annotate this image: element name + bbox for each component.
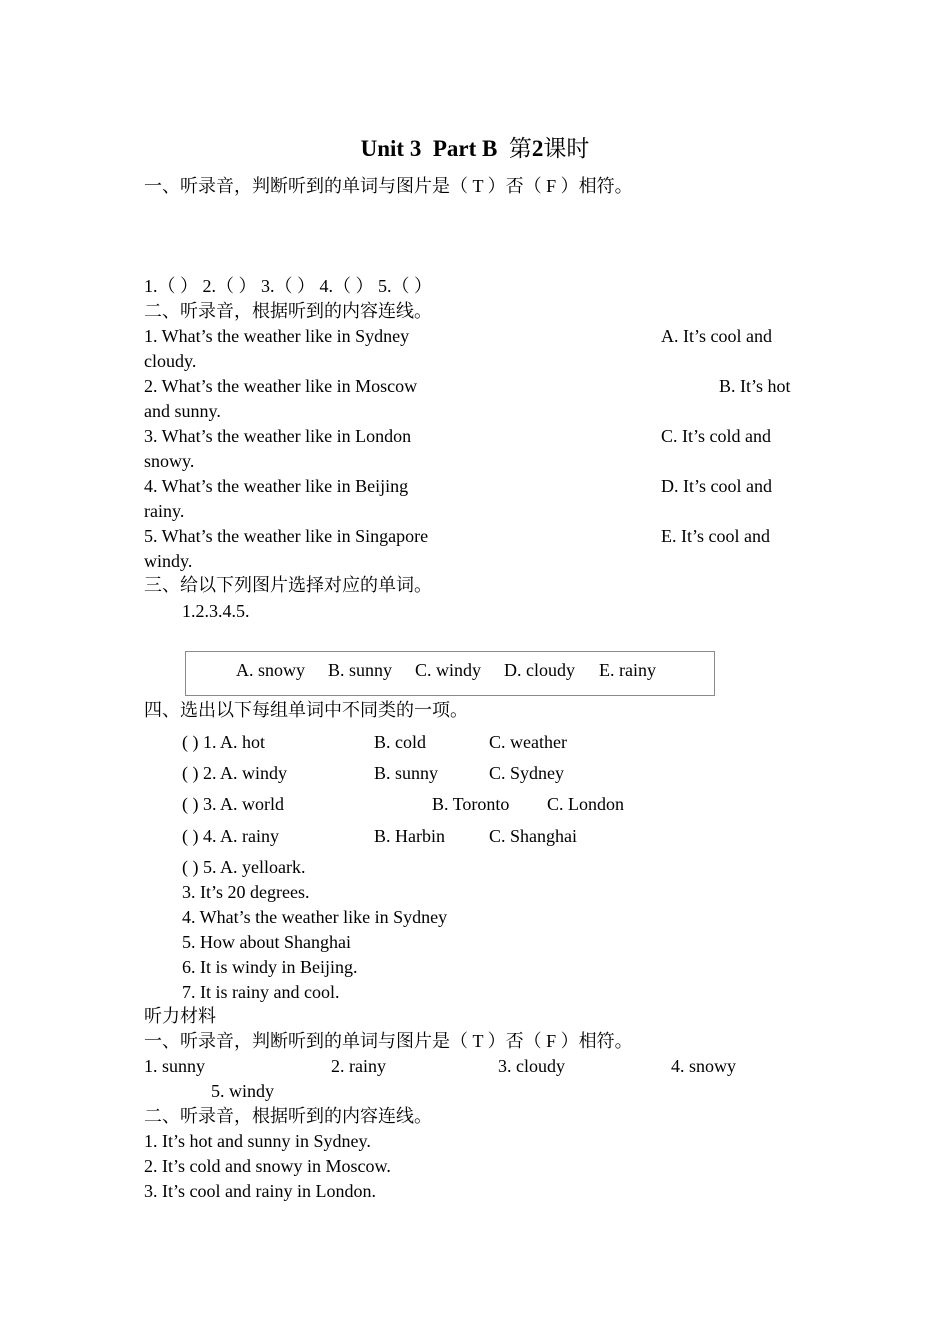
section4-option-c: C. London bbox=[547, 794, 625, 814]
listening-sentence: 3. It’s cool and rainy in London. bbox=[144, 1181, 376, 1201]
title-lesson-prefix: 第 bbox=[508, 136, 532, 161]
extra-line: 6. It is windy in Beijing. bbox=[182, 957, 358, 977]
word-option: D. cloudy bbox=[504, 660, 575, 680]
listening-word: 1. sunny bbox=[144, 1056, 206, 1076]
section1-answer-blanks: 1.（ ） 2.（ ） 3.（ ） 4.（ ） 5.（ ） bbox=[144, 276, 432, 296]
section4-heading: 四、选出以下每组单词中不同类的一项。 bbox=[144, 700, 468, 720]
extra-line: 3. It’s 20 degrees. bbox=[182, 882, 310, 902]
word-option: A. snowy bbox=[236, 660, 306, 680]
section3-numbers: 1.2.3.4.5. bbox=[182, 601, 250, 621]
section4-option-b: B. cold bbox=[374, 732, 426, 752]
extra-line: 5. How about Shanghai bbox=[182, 932, 351, 952]
section2-question: 3. What’s the weather like in London bbox=[144, 426, 412, 446]
section2-option-wrap: and sunny. bbox=[144, 401, 221, 421]
section2-heading: 二、听录音，根据听到的内容连线。 bbox=[144, 301, 432, 321]
section4-option-c: C. weather bbox=[489, 732, 567, 752]
title-unit: Unit 3 bbox=[360, 136, 422, 161]
section2-question: 4. What’s the weather like in Beijing bbox=[144, 476, 409, 496]
section2-option: A. It’s cool and bbox=[661, 326, 772, 346]
section2-question: 2. What’s the weather like in Moscow bbox=[144, 376, 418, 396]
section2-option: D. It’s cool and bbox=[661, 476, 772, 496]
section4-item: ( ) 2. A. windy bbox=[182, 763, 287, 783]
section4-option-c: C. Shanghai bbox=[489, 826, 577, 846]
section2-option-wrap: cloudy. bbox=[144, 351, 197, 371]
section4-option-b: B. Harbin bbox=[374, 826, 445, 846]
word-option: E. rainy bbox=[599, 660, 656, 680]
section4-item: ( ) 4. A. rainy bbox=[182, 826, 279, 846]
listening-word: 3. cloudy bbox=[498, 1056, 565, 1076]
word-options-box bbox=[185, 651, 715, 696]
section4-item: ( ) 5. A. yelloark. bbox=[182, 857, 306, 877]
word-option: B. sunny bbox=[328, 660, 393, 680]
section1-heading: 一、听录音，判断听到的单词与图片是（ T ）否（ F ）相符。 bbox=[144, 176, 633, 196]
section4-option-b: B. sunny bbox=[374, 763, 439, 783]
section4-option-b: B. Toronto bbox=[432, 794, 510, 814]
listening-section1-heading: 一、听录音，判断听到的单词与图片是（ T ）否（ F ）相符。 bbox=[144, 1031, 633, 1051]
section3-heading: 三、给以下列图片选择对应的单词。 bbox=[144, 575, 432, 595]
word-option: C. windy bbox=[415, 660, 482, 680]
listening-sentence: 2. It’s cold and snowy in Moscow. bbox=[144, 1156, 391, 1176]
section2-question: 5. What’s the weather like in Singapore bbox=[144, 526, 429, 546]
section4-item: ( ) 1. A. hot bbox=[182, 732, 265, 752]
title-lesson-num: 2 bbox=[531, 136, 544, 161]
section4-item: ( ) 3. A. world bbox=[182, 794, 284, 814]
page-title bbox=[0, 133, 950, 165]
listening-word: 5. windy bbox=[211, 1081, 274, 1101]
section2-option: B. It’s hot bbox=[719, 376, 791, 396]
title-part: Part B bbox=[432, 136, 498, 161]
listening-sentence: 1. It’s hot and sunny in Sydney. bbox=[144, 1131, 371, 1151]
listening-section2-heading: 二、听录音，根据听到的内容连线。 bbox=[144, 1106, 432, 1126]
section4-option-c: C. Sydney bbox=[489, 763, 565, 783]
title-lesson-suffix: 课时 bbox=[543, 136, 590, 161]
section2-option-wrap: windy. bbox=[144, 551, 193, 571]
extra-line: 7. It is rainy and cool. bbox=[182, 982, 340, 1002]
section2-option-wrap: rainy. bbox=[144, 501, 185, 521]
section2-option: C. It’s cold and bbox=[661, 426, 771, 446]
listening-heading: 听力材料 bbox=[144, 1006, 216, 1026]
section2-question: 1. What’s the weather like in Sydney bbox=[144, 326, 410, 346]
listening-word: 4. snowy bbox=[671, 1056, 737, 1076]
listening-word: 2. rainy bbox=[331, 1056, 386, 1076]
extra-line: 4. What’s the weather like in Sydney bbox=[182, 907, 448, 927]
section2-option-wrap: snowy. bbox=[144, 451, 195, 471]
section2-option: E. It’s cool and bbox=[661, 526, 770, 546]
